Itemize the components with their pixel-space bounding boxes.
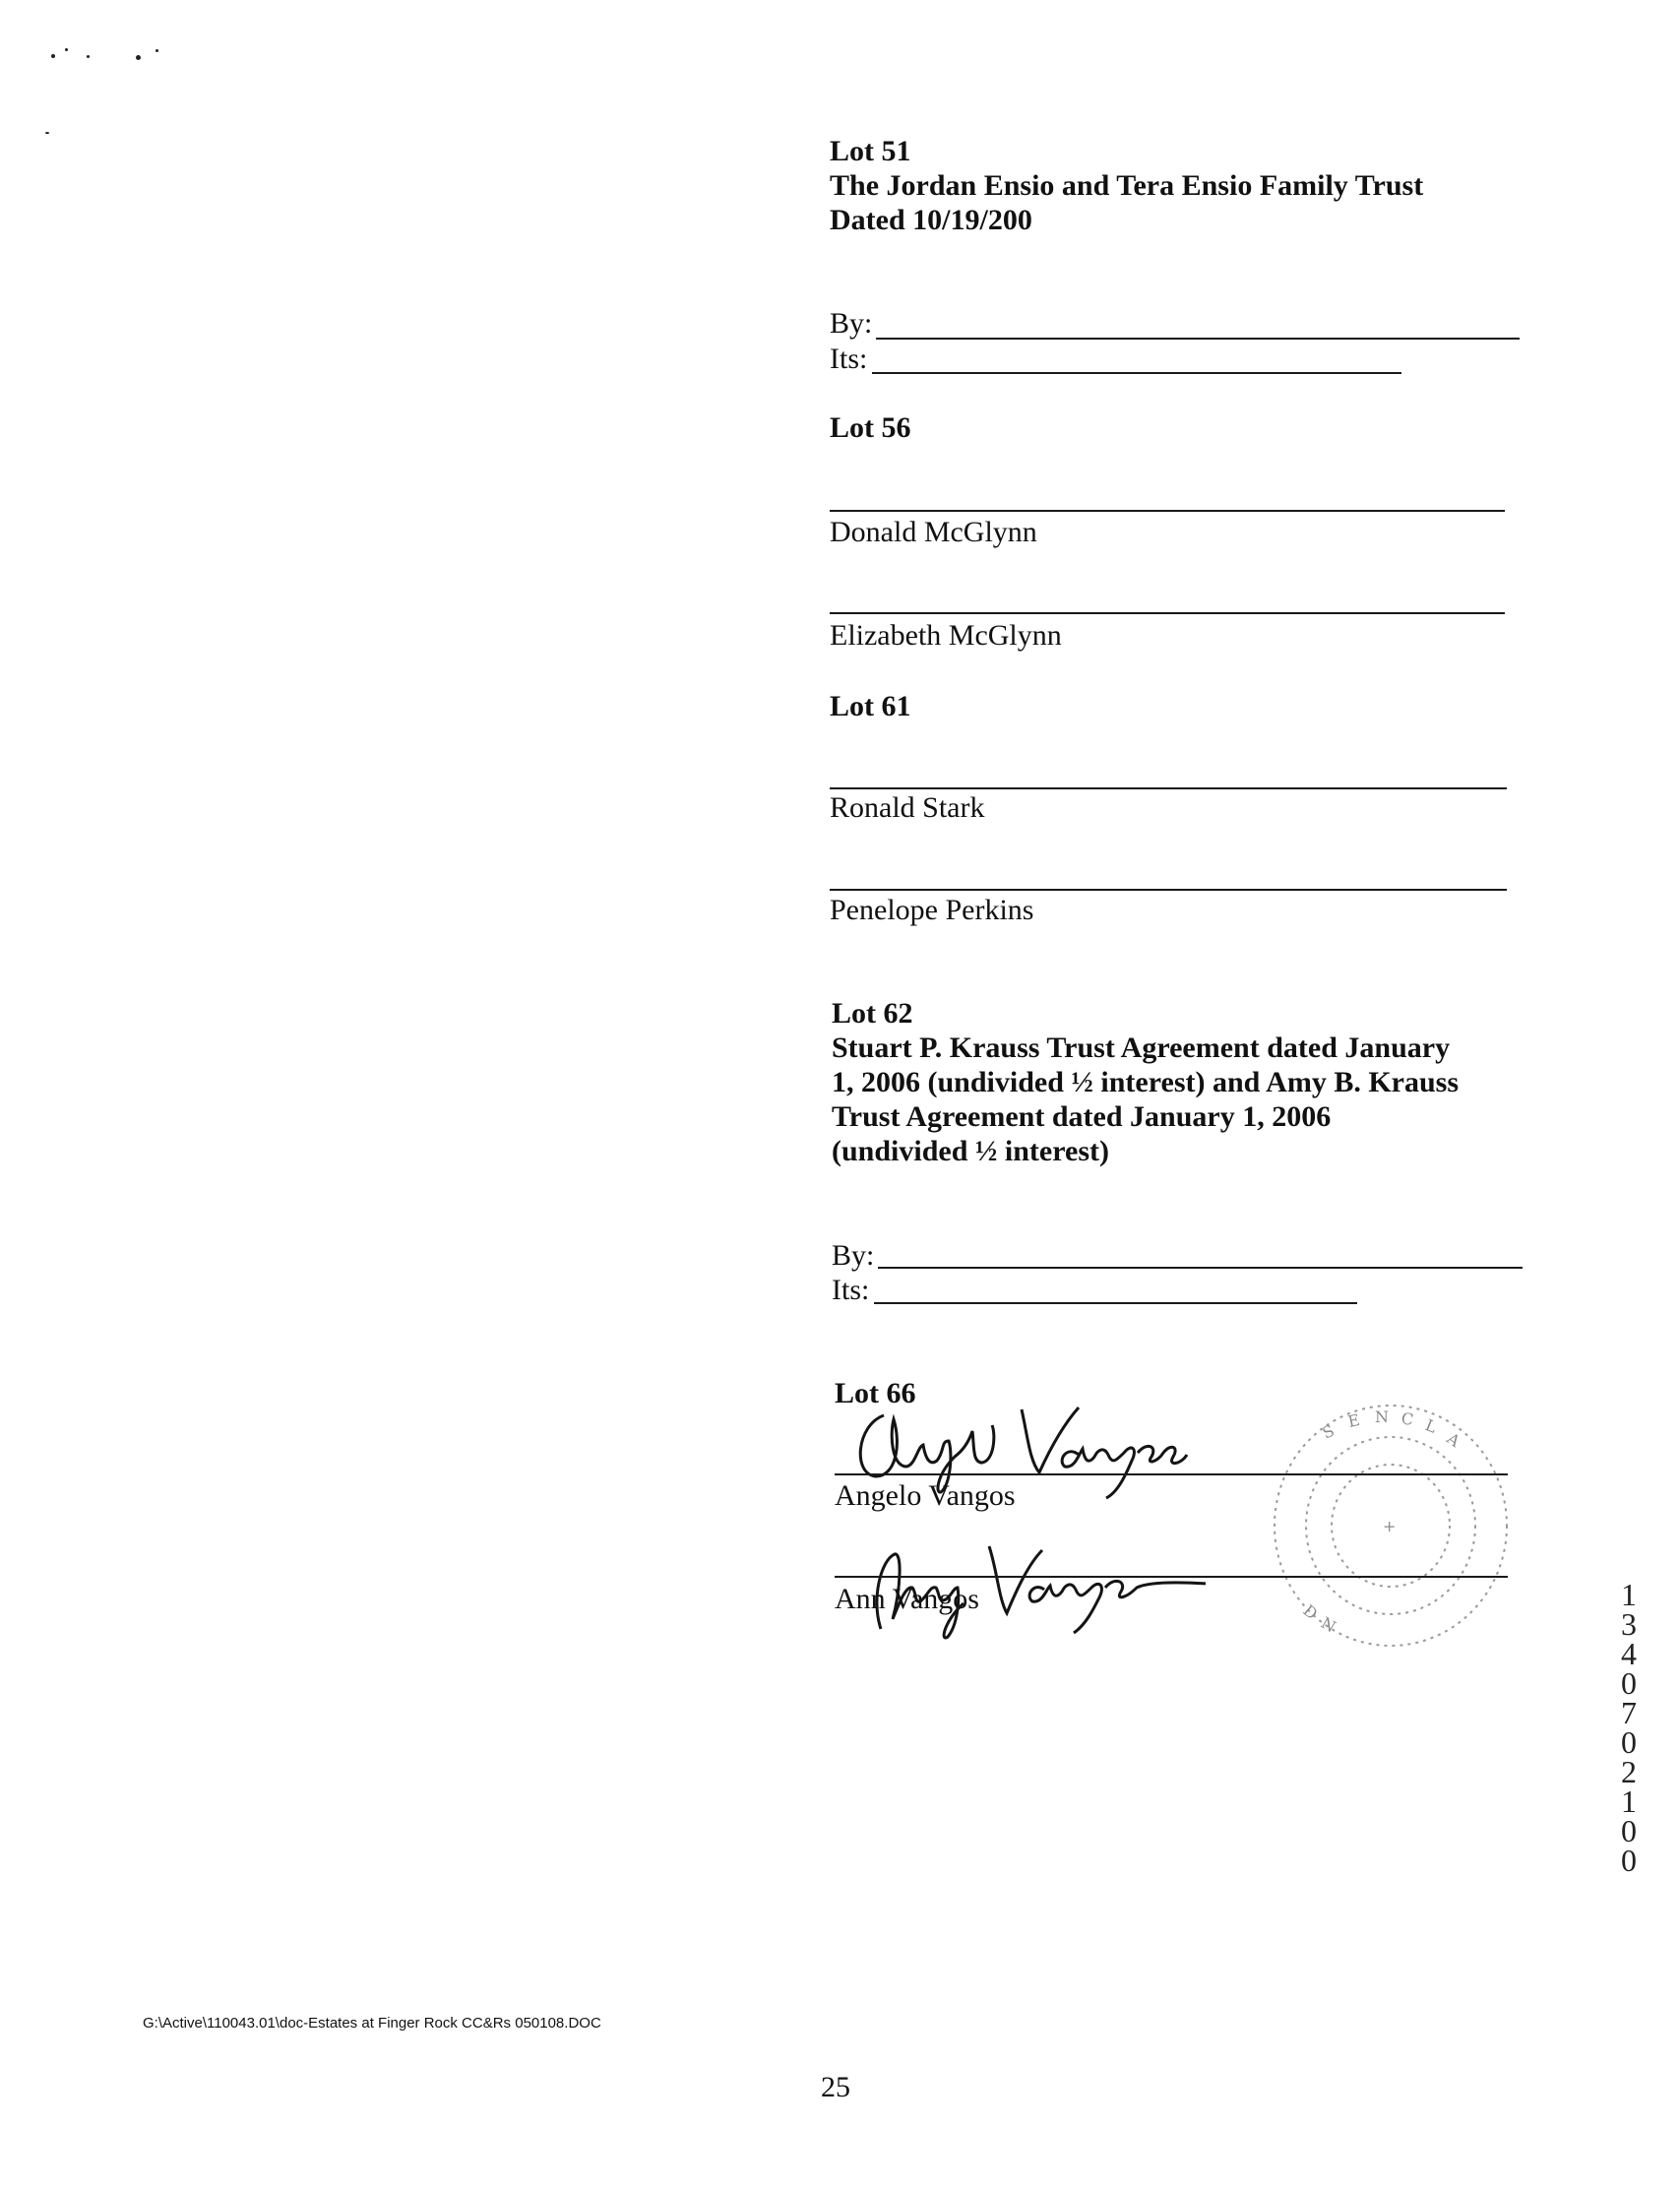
- lot62-by-label: By:: [832, 1239, 875, 1272]
- lot62-trust-line: Trust Agreement dated January 1, 2006: [832, 1100, 1332, 1133]
- page-number: 25: [821, 2071, 850, 2103]
- lot51-by-label: By:: [830, 307, 873, 340]
- svg-text:C: C: [1400, 1408, 1415, 1430]
- lot61-signature-line-2[interactable]: [830, 889, 1507, 891]
- recording-number: 13407 02100: [1621, 1577, 1637, 1878]
- lot61-signer-2: Penelope Perkins: [830, 894, 1034, 926]
- svg-text:E: E: [1345, 1409, 1362, 1431]
- notary-seal-stamp: [1265, 1368, 1521, 1663]
- lot62-its-line[interactable]: [874, 1302, 1357, 1304]
- lot56-signature-line-1[interactable]: [830, 510, 1505, 512]
- lot51-trust-date: Dated 10/19/200: [830, 204, 1032, 236]
- lot56-signature-line-2[interactable]: [830, 612, 1505, 614]
- lot62-heading: Lot 62: [832, 997, 913, 1030]
- scan-speck: [65, 48, 68, 51]
- lot56-signer-2: Elizabeth McGlynn: [830, 619, 1062, 652]
- lot62-trust-line: 1, 2006 (undivided ½ interest) and Amy B. Krauss: [832, 1066, 1460, 1098]
- lot62-by-signature-line[interactable]: [878, 1267, 1523, 1269]
- lot62-trust-line: (undivided ½ interest): [832, 1135, 1109, 1167]
- lot61-signature-line-1[interactable]: [830, 787, 1507, 789]
- svg-text:A: A: [1443, 1428, 1464, 1451]
- lot66-signature-line-2[interactable]: [835, 1576, 1508, 1578]
- svg-text:N: N: [1318, 1613, 1339, 1637]
- lot61-heading: Lot 61: [830, 690, 911, 722]
- lot56-heading: Lot 56: [830, 411, 911, 444]
- lot66-heading: Lot 66: [835, 1377, 916, 1409]
- lot61-signer-1: Ronald Stark: [830, 791, 985, 824]
- lot56-signer-1: Donald McGlynn: [830, 516, 1037, 548]
- scan-speck: [51, 54, 55, 58]
- lot51-by-signature-line[interactable]: [876, 338, 1520, 340]
- svg-text:+: +: [1383, 1517, 1397, 1535]
- lot66-signer-1: Angelo Vangos: [835, 1479, 1016, 1512]
- svg-text:S: S: [1319, 1420, 1338, 1443]
- scan-speck: [87, 55, 90, 58]
- lot62-trust-line: Stuart P. Krauss Trust Agreement dated January: [832, 1032, 1451, 1064]
- document-path: G:\Active\110043.01\doc-Estates at Finger Rock CC&Rs 050108.DOC: [143, 2015, 601, 2032]
- svg-text:L: L: [1422, 1415, 1440, 1437]
- lot51-trust-name: The Jordan Ensio and Tera Ensio Family Trust: [830, 169, 1424, 202]
- lot51-its-line[interactable]: [872, 372, 1401, 374]
- scan-speck: [156, 49, 158, 52]
- lot51-its-label: Its:: [830, 343, 868, 375]
- svg-text:D: D: [1299, 1600, 1322, 1624]
- lot62-its-label: Its:: [832, 1274, 870, 1306]
- scan-speck: [136, 55, 141, 60]
- lot66-signer-2: Ann Vangos: [835, 1583, 979, 1615]
- svg-text:N: N: [1375, 1407, 1389, 1426]
- scan-speck: [45, 132, 49, 134]
- lot66-signature-line-1[interactable]: [835, 1473, 1508, 1475]
- lot51-heading: Lot 51: [830, 135, 911, 167]
